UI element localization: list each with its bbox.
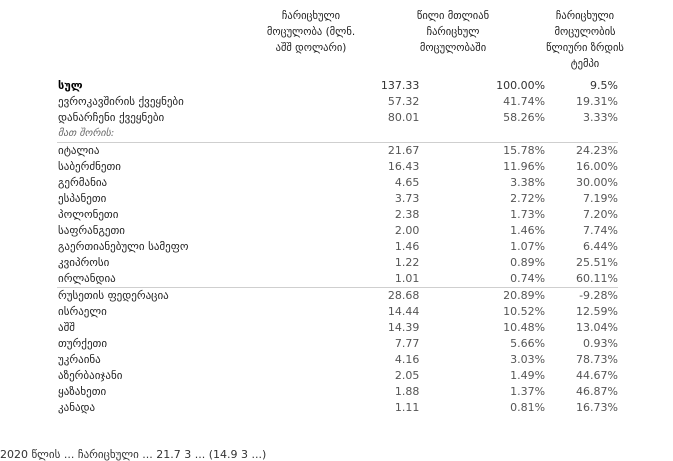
subheading-row [57,126,618,143]
cell-v2: 3.38% [510,176,546,189]
cell-v3: 9.5% [590,79,618,92]
row-label: სულ [58,79,83,92]
cell-v1: 4.16 [394,353,420,366]
row-label: კანადა [58,401,96,414]
cell-v1: 1.22 [394,256,420,269]
cell-v2: 2.72% [510,192,546,205]
cell-v2: 10.52% [503,305,546,318]
cell-v3: 16.00% [576,160,618,173]
table-row [57,175,618,191]
cell-v1: 28.68 [387,289,420,302]
cell-v3: 19.31% [576,95,618,108]
cell-v3: 60.11% [545,271,618,288]
cell-v3: 7.20% [583,208,618,221]
cell-v3 [545,126,618,143]
cell-v3: 44.67% [576,369,618,382]
cell-v3: 46.87% [576,385,618,398]
header-annual-growth [520,8,650,72]
row-label: ყაზახეთი [58,385,107,398]
cell-v2: 0.89% [510,256,546,269]
cell-v2: 0.81% [510,401,546,414]
cell-v2: 1.07% [510,240,546,253]
row-label: უკრაინა [58,353,101,366]
cell-v2: 3.03% [510,353,546,366]
total-row [57,78,618,94]
row-label: ევროკავშირის ქვეყნები [58,95,184,108]
cell-v3: 24.23% [576,144,618,157]
table-row [57,288,618,305]
cell-v3: -9.28% [579,289,618,302]
cell-v3: 3.33% [583,111,618,124]
row-label: პოლონეთი [58,208,119,221]
cell-v1: 1.11 [394,401,420,414]
row-label: კვიპროსი [58,256,110,269]
row-label: თურქეთი [58,337,108,350]
cell-v2: 20.89% [503,289,546,302]
header-line: ჩარიცხულ [426,26,480,38]
header-line: ჩარიცხული [555,10,615,22]
cell-v1: 2.00 [394,224,420,237]
row-label: აზერბაიჯანი [58,369,123,382]
cell-v1: 14.39 [387,321,420,334]
cell-v2: 11.96% [503,160,546,173]
remittance-table [57,78,618,416]
cell-v1: 21.67 [387,144,420,157]
table-row [57,304,618,320]
cell-v2 [419,126,545,143]
header-transferred-volume [236,8,386,56]
table-row [57,143,618,160]
table-row [57,223,618,239]
cell-v3: 12.59% [576,305,618,318]
cell-v1: 3.73 [394,192,420,205]
cell-v1: 14.44 [387,305,420,318]
table-row [57,255,618,271]
row-label: რუსეთის ფედერაცია [58,289,169,302]
cell-v1: 80.01 [387,111,420,124]
cell-v3: 78.73% [576,353,618,366]
cell-v3: 25.51% [576,256,618,269]
row-label: ირლანდია [57,271,248,288]
cell-v3: 7.19% [583,192,618,205]
table-row [57,191,618,207]
table-row [57,271,618,288]
header-line: აშშ დოლარი) [275,42,347,54]
cell-v3: 0.93% [583,337,618,350]
header-line: ჩარიცხული [281,10,341,22]
row-label: ესპანეთი [58,192,107,205]
cell-v2: 15.78% [503,144,546,157]
table-row [57,239,618,255]
cell-v1: 7.77 [394,337,420,350]
row-label: ისრაელი [58,305,107,318]
cell-v3: 13.04% [576,321,618,334]
cell-v1: 1.88 [394,385,420,398]
table-row [57,384,618,400]
cell-v1: 1.01 [248,271,420,288]
table-row [57,94,618,110]
cell-v2: 100.00% [496,79,546,92]
row-label: აშშ [58,321,75,334]
row-label: მათ შორის: [57,126,248,143]
table-row [57,320,618,336]
cell-v2: 41.74% [503,95,546,108]
table-row [57,336,618,352]
table-row [57,368,618,384]
row-label: დანარჩენი ქვეყნები [58,111,165,124]
cell-v2: 58.26% [503,111,546,124]
row-label: საფრანგეთი [58,224,125,237]
header-line: წილი მთლიან [416,10,490,22]
header-share-in-total [388,8,518,56]
footer-text: 2020 წლის ... ჩარიცხული ... 21.7 3 ... (14.9 3 ...) [0,448,267,461]
cell-v2: 5.66% [510,337,546,350]
cell-v3: 30.00% [576,176,618,189]
cell-v1: 2.38 [394,208,420,221]
table-row [57,400,618,416]
cell-v1: 4.65 [394,176,420,189]
row-label: გაერთიანებული სამეფო [58,240,189,253]
table-row [57,352,618,368]
row-label: იტალია [58,144,100,157]
cell-v1: 137.33 [380,79,420,92]
header-line: მოცულობის [554,26,616,38]
header-line: წლიური ზრდის [546,42,624,54]
cell-v1: 16.43 [387,160,420,173]
row-label: საბერძნეთი [58,160,121,173]
cell-v2: 10.48% [503,321,546,334]
cell-v2: 1.73% [510,208,546,221]
cell-v1 [248,126,420,143]
cell-v1: 57.32 [387,95,420,108]
header-line: მოცულობა (მლნ. [266,26,356,38]
cell-v1: 1.46 [394,240,420,253]
cell-v1: 2.05 [394,369,420,382]
table-row [57,159,618,175]
table-row [57,110,618,126]
cell-v2: 1.37% [510,385,546,398]
header-line: მოცულობაში [419,42,487,54]
row-label: გერმანია [58,176,108,189]
cell-v3: 6.44% [583,240,618,253]
cell-v2: 1.46% [510,224,546,237]
table-row [57,207,618,223]
cell-v3: 7.74% [583,224,618,237]
header-line: ტემპი [570,58,600,70]
cell-v2: 0.74% [419,271,545,288]
cell-v3: 16.73% [576,401,618,414]
cell-v2: 1.49% [510,369,546,382]
